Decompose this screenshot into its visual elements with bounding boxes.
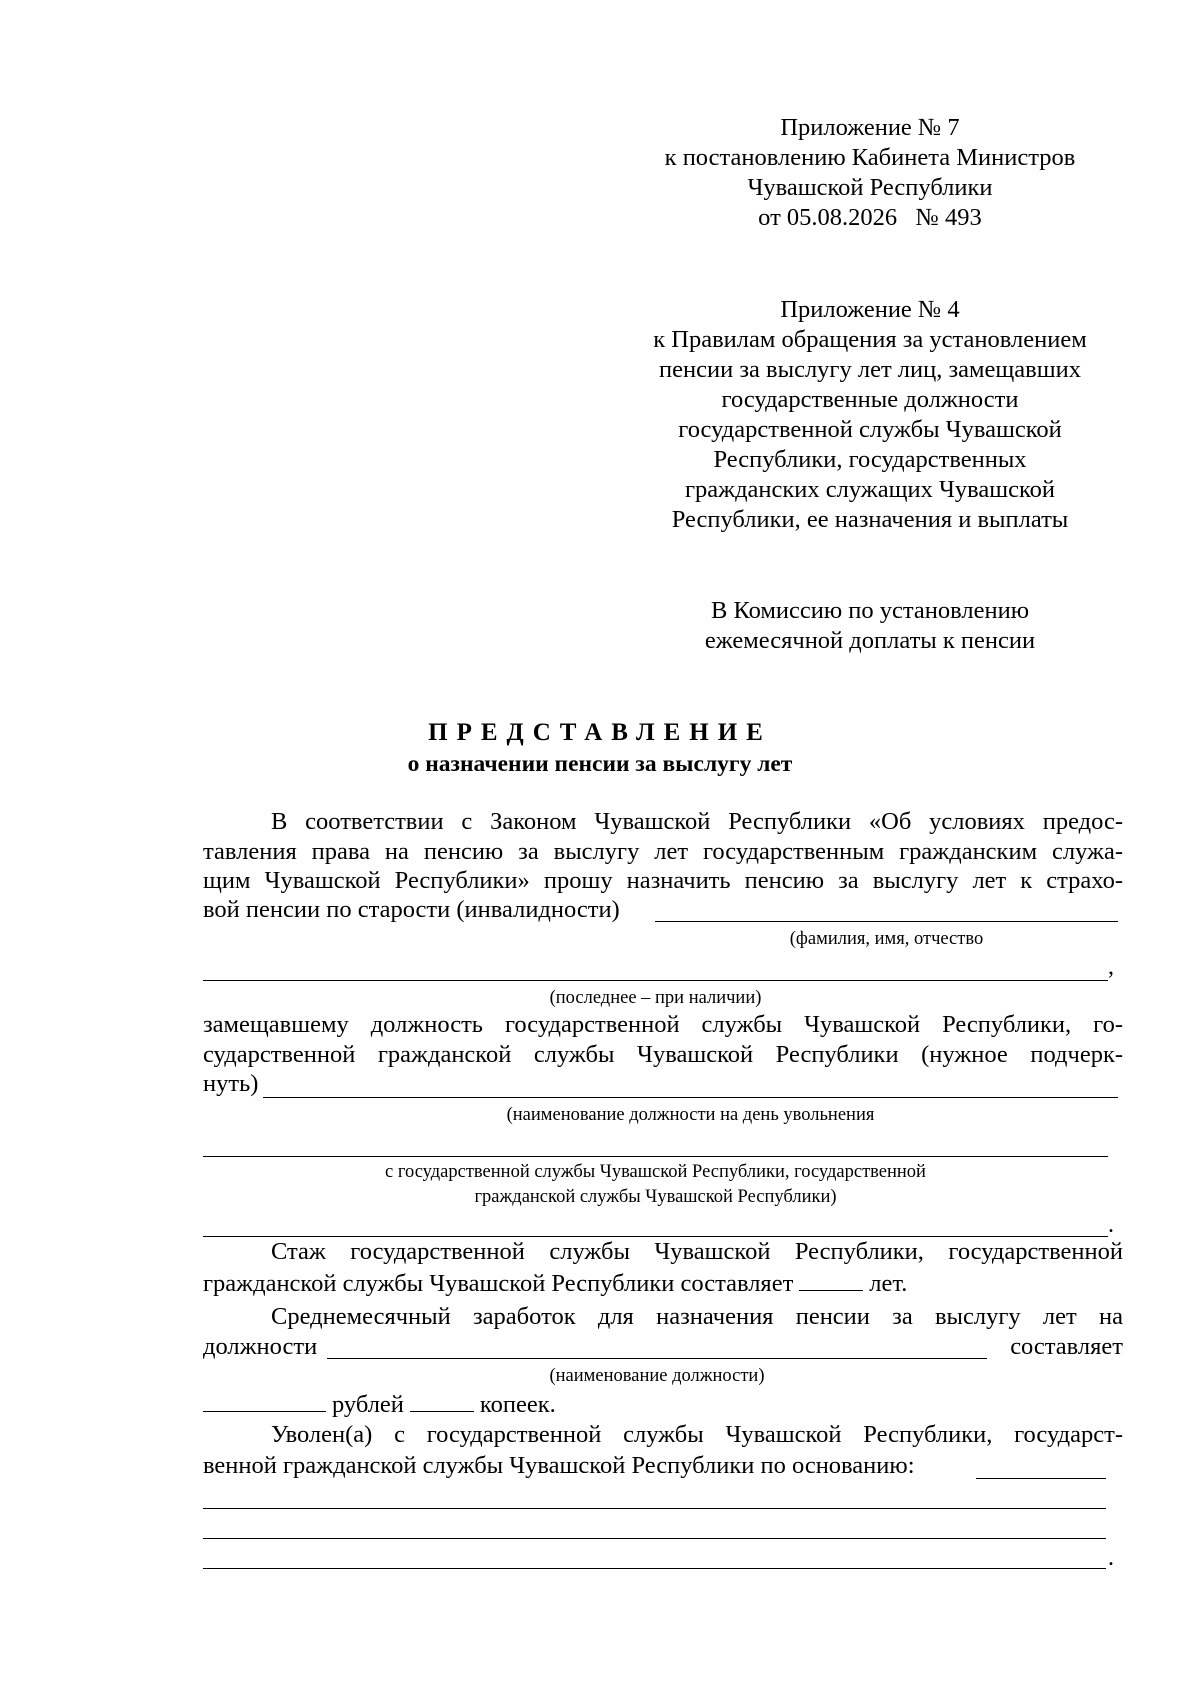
appendix-4-line: пенсии за выслугу лет лиц, замещавших [659, 356, 1081, 383]
addressee-line: В Комиссию по установлению [711, 597, 1029, 624]
period-mark: . [1108, 1212, 1114, 1238]
appendix-4-line: государственные должности [721, 386, 1019, 413]
body-line: сударственной гражданской службы Чувашской Республики (нужное подчерк- [203, 1041, 1123, 1068]
position-field-line[interactable] [263, 1097, 1118, 1098]
appendix-4-line: к Правилам обращения за установлением [653, 326, 1087, 353]
fio-continuation-line[interactable] [203, 980, 1108, 981]
appendix-4-line: Приложение № 4 [780, 296, 960, 323]
appendix-4-line: государственной службы Чувашской [678, 416, 1062, 443]
position-caption: (наименование должности на день увольнения [506, 1105, 875, 1125]
appendix-7-line: к постановлению Кабинета Министров [664, 144, 1076, 171]
years-label: лет. [869, 1270, 908, 1297]
salary-position-caption: (наименование должности) [549, 1366, 765, 1386]
body-line: составляет [1010, 1333, 1123, 1360]
addressee-block [620, 596, 1120, 656]
appendix-4-line: Республики, ее назначения и выплаты [671, 506, 1069, 533]
rubles-label: рублей [332, 1391, 404, 1418]
kopecks-field[interactable] [410, 1389, 474, 1412]
body-line [203, 1389, 1123, 1420]
fio-caption: (фамилия, имя, отчество [789, 929, 984, 949]
body-line: нуть) [203, 1070, 259, 1097]
dismissal-reason-line[interactable] [203, 1508, 1106, 1509]
document-subtitle: о назначении пенсии за выслугу лет [407, 751, 793, 777]
dismissal-reason-line[interactable] [203, 1568, 1106, 1569]
comma-mark: , [1108, 954, 1114, 980]
fio-caption-2: (последнее – при наличии) [549, 988, 762, 1008]
salary-position-field-line[interactable] [327, 1358, 987, 1359]
appendix-7-line: Чувашской Республики [747, 174, 993, 201]
period-mark: . [1108, 1545, 1114, 1571]
fio-field-line[interactable] [655, 921, 1118, 922]
appendix-7-line: от 05.08.2026 № 493 [758, 204, 982, 231]
kopecks-label: копеек. [479, 1391, 556, 1418]
dismissal-reason-line[interactable] [203, 1538, 1106, 1539]
body-line: должности [203, 1333, 318, 1360]
position-caption-2: с государственной службы Чувашской Республики, государственной [385, 1162, 926, 1182]
body-line [203, 1268, 1123, 1299]
rubles-field[interactable] [203, 1389, 326, 1412]
body-line: Уволен(а) с государственной службы Чувашской Республики, государст- [271, 1421, 1123, 1448]
body-line: В соответствии с Законом Чувашской Республики «Об условиях предос- [271, 808, 1123, 835]
body-line: Среднемесячный заработок для назначения пенсии за выслугу лет на [271, 1303, 1123, 1330]
body-line: тавления права на пенсию за выслугу лет государственным гражданским служа- [203, 838, 1123, 865]
body-line: щим Чувашской Республики» прошу назначить пенсию за выслугу лет к страхо- [203, 867, 1123, 894]
appendix-7-line: Приложение № 7 [780, 114, 960, 141]
body-line: венной гражданской службы Чувашской Республики по основанию: [203, 1452, 915, 1479]
experience-label: гражданской службы Чувашской Республики составляет [203, 1270, 794, 1297]
body-line: вой пенсии по старости (инвалидности) [203, 896, 620, 923]
body-line: Стаж государственной службы Чувашской Республики, государственной [271, 1238, 1123, 1265]
appendix-7-block [620, 113, 1120, 233]
position-continuation-line[interactable] [203, 1156, 1108, 1157]
position-caption-3: гражданской службы Чувашской Республики) [474, 1187, 837, 1207]
experience-years-field[interactable] [799, 1268, 863, 1291]
appendix-4-block [620, 295, 1120, 535]
body-line: замещавшему должность государственной службы Чувашской Республики, го- [203, 1011, 1123, 1038]
appendix-4-line: гражданских служащих Чувашской [684, 476, 1056, 503]
appendix-4-line: Республики, государственных [713, 446, 1027, 473]
dismissal-reason-field-line[interactable] [976, 1478, 1106, 1479]
addressee-line: ежемесячной доплаты к пенсии [704, 627, 1036, 654]
document-title: ПРЕДСТАВЛЕНИЕ [428, 719, 772, 746]
